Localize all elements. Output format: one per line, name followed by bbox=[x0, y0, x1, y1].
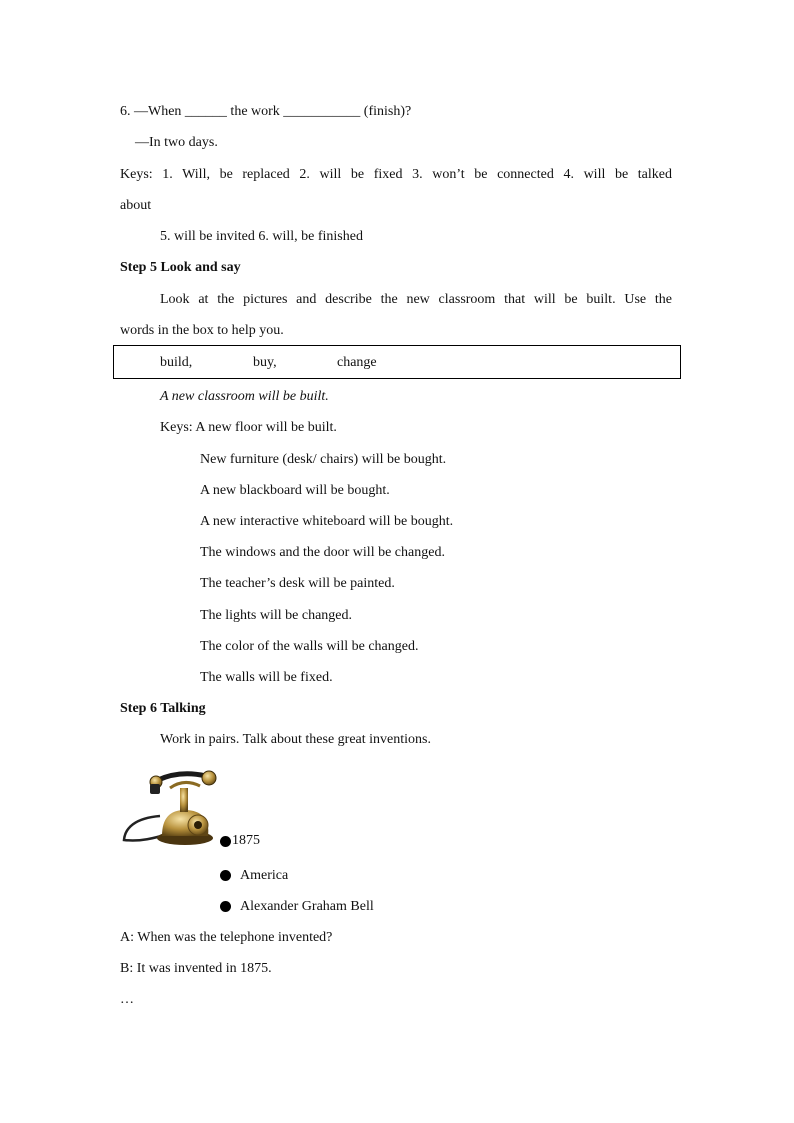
word-build: build, bbox=[160, 355, 193, 370]
word-buy: buy, bbox=[253, 355, 277, 370]
step6-heading: Step 6 Talking bbox=[120, 701, 206, 716]
step5-key-item: New furniture (desk/ chairs) will be bought. bbox=[200, 452, 447, 467]
step5-key-item: The teacher’s desk will be painted. bbox=[200, 576, 395, 591]
step6-instruction: Work in pairs. Talk about these great inventions. bbox=[160, 732, 431, 747]
question-6-answer: —In two days. bbox=[135, 135, 218, 150]
fact-inventor: Alexander Graham Bell bbox=[240, 899, 374, 914]
bullet-icon bbox=[220, 836, 231, 847]
step5-key-item: A new blackboard will be bought. bbox=[200, 483, 390, 498]
step5-keys-label: Keys: A new floor will be built. bbox=[160, 420, 337, 435]
keys-line-3: 5. will be invited 6. will, be finished bbox=[160, 229, 363, 244]
bullet-icon bbox=[220, 870, 231, 881]
dialogue-line-b: B: It was invented in 1875. bbox=[120, 961, 272, 976]
word-change: change bbox=[337, 355, 377, 370]
step5-instruction-2: words in the box to help you. bbox=[120, 323, 284, 338]
question-6: 6. —When ______ the work ___________ (finish)? bbox=[120, 104, 412, 119]
step5-example: A new classroom will be built. bbox=[160, 389, 329, 404]
fact-country: America bbox=[240, 868, 289, 883]
step5-key-item: The color of the walls will be changed. bbox=[200, 639, 419, 654]
step5-key-item: The windows and the door will be changed. bbox=[200, 545, 445, 560]
step5-heading: Step 5 Look and say bbox=[120, 260, 241, 275]
dialogue-ellipsis: … bbox=[120, 992, 134, 1007]
step5-key-item: The lights will be changed. bbox=[200, 608, 353, 623]
telephone-icon bbox=[120, 768, 220, 848]
bullet-icon bbox=[220, 901, 231, 912]
step5-key-item: The walls will be fixed. bbox=[200, 670, 333, 685]
fact-year: 1875 bbox=[232, 833, 260, 848]
keys-line-1: Keys: 1. Will, be replaced 2. will be fixed 3. won’t be connected 4. will be talked bbox=[120, 167, 672, 182]
step5-instruction-1: Look at the pictures and describe the new classroom that will be built. Use the bbox=[160, 292, 672, 307]
dialogue-line-a: A: When was the telephone invented? bbox=[120, 930, 333, 945]
keys-line-2: about bbox=[120, 198, 152, 213]
step5-key-item: A new interactive whiteboard will be bought. bbox=[200, 514, 454, 529]
word-box bbox=[113, 345, 681, 379]
